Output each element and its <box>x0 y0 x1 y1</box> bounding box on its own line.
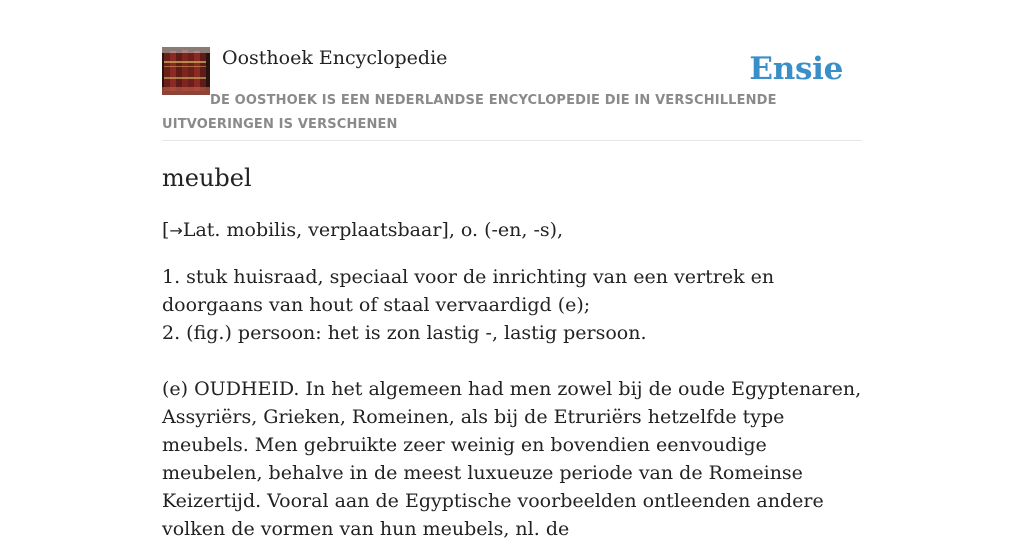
definition-item: 1. stuk huisraad, speciaal voor de inrichting van een vertrek en doorgaans van hout of staal vervaardigd (e); <box>162 266 775 316</box>
site-title-link[interactable]: Oosthoek Encyclopedie <box>222 47 448 69</box>
definition-item: 2. (fig.) persoon: het is zon lastig -, lastig persoon. <box>162 322 647 344</box>
history-paragraph: (e) OUDHEID. In het algemeen had men zowel bij de oude Egyptenaren, Assyriërs, Grieken, Romeinen, als bij de Etruriërs hetzelfde type meubels. Men gebruikte zeer weinig en bovendien eenvoudige meubelen, behalve in de meest luxueuze periode van de Romeinse Keizertijd. Vooral aan de Egyptische voorbeelden ontleenden andere volken de vormen van hun meubels, nl. de <box>162 378 862 540</box>
encyclopedia-books-icon <box>162 47 210 95</box>
site-header <box>162 0 862 141</box>
site-tagline: DE OOSTHOEK IS EEN NEDERLANDSE ENCYCLOPEDIE DIE IN VERSCHILLENDE UITVOERINGEN IS VERSCHENEN <box>162 93 777 132</box>
entry-title: meubel <box>162 164 252 192</box>
ensie-brand-link[interactable]: Ensie <box>749 51 843 87</box>
page-container <box>162 0 862 540</box>
site-logo-avatar[interactable] <box>162 47 210 95</box>
definitions-list <box>162 263 862 347</box>
arrow-right-icon: → <box>169 221 183 240</box>
open-bracket: [ <box>162 219 170 241</box>
etymology-text: Lat. mobilis, verplaatsbaar], o. (-en, -s), <box>182 219 564 241</box>
etymology-line <box>162 216 862 245</box>
